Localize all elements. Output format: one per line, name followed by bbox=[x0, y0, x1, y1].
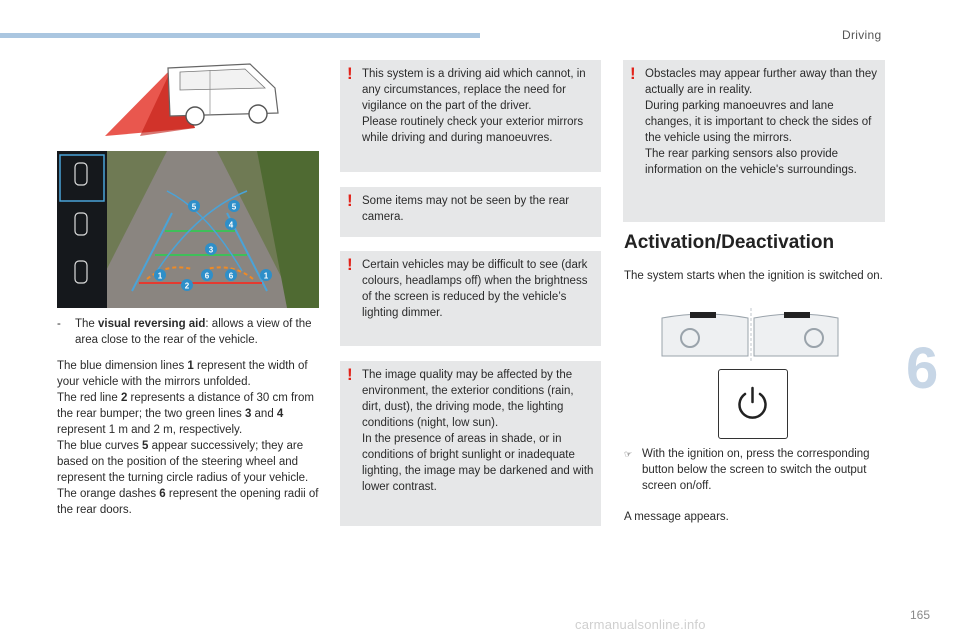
warning-box-image-quality bbox=[340, 361, 601, 526]
marker-label-6: 6 bbox=[228, 271, 234, 281]
warning-icon: ! bbox=[630, 64, 636, 83]
activation-message: A message appears. bbox=[624, 511, 729, 523]
marker-1-left bbox=[154, 269, 166, 281]
marker-3 bbox=[205, 243, 217, 255]
activation-intro: The system starts when the ignition is switched on. bbox=[624, 270, 883, 282]
dashboard-right bbox=[754, 314, 838, 356]
warning-box-driving-aid bbox=[340, 60, 601, 172]
text: appear successively; they are based on the position of the steering wheel and represent the turning circle radius of your vehicle. bbox=[57, 440, 309, 484]
van-wheel-rear bbox=[186, 107, 204, 125]
activation-step bbox=[624, 446, 886, 494]
marker-label-4: 4 bbox=[228, 220, 234, 230]
text: represents a distance of 30 cm from the rear bumper; the two green lines bbox=[57, 392, 314, 420]
warning-text: In the presence of areas in shade, or in conditions of bright sunlight or inadequate lighting, the image may be darkened and with lower contrast. bbox=[362, 433, 594, 493]
view-mode-sidebar bbox=[57, 151, 107, 308]
bullet-bold-term: visual reversing aid bbox=[98, 318, 206, 330]
marker-6-right bbox=[225, 269, 237, 281]
warning-icon: ! bbox=[347, 64, 353, 83]
text: represent 1 m and 2 m, respectively. bbox=[57, 424, 243, 436]
warning-text: The rear parking sensors also provide information on the vehicle's surroundings. bbox=[645, 148, 857, 176]
warning-text: Some items may not be seen by the rear camera. bbox=[362, 195, 570, 223]
warning-icon: ! bbox=[347, 255, 353, 274]
chapter-number: 6 bbox=[906, 336, 939, 401]
warning-text: During parking manoeuvres and lane changes, it is important to check the sides of the vehicle using the mirrors. bbox=[645, 100, 872, 144]
marker-2 bbox=[181, 279, 193, 291]
marker-1-right bbox=[260, 269, 272, 281]
warning-icon: ! bbox=[347, 365, 353, 384]
bullet-prefix: The bbox=[75, 318, 99, 330]
warning-box-rear-camera bbox=[340, 187, 601, 237]
bullet-dash: - bbox=[57, 318, 61, 330]
bullet-text bbox=[57, 316, 319, 348]
warning-text: The image quality may be affected by the environment, the exterior conditions (rain, dirt, dust), the driving mode, the lighting conditions (night, low sun). bbox=[362, 369, 574, 429]
dashboard-left bbox=[662, 314, 748, 356]
watermark: carmanualsonline.info bbox=[575, 617, 706, 632]
para-blue-lines bbox=[57, 358, 327, 390]
marker-label-3: 3 bbox=[208, 245, 214, 255]
pointing-hand-icon: ☞ bbox=[624, 449, 633, 459]
marker-label-5: 5 bbox=[231, 202, 237, 212]
text: The orange dashes bbox=[57, 488, 160, 500]
marker-4 bbox=[225, 218, 237, 230]
screen-left bbox=[690, 312, 716, 318]
ref-number: 3 bbox=[244, 408, 252, 420]
marker-label-2: 2 bbox=[184, 281, 190, 291]
marker-5-right bbox=[228, 200, 240, 212]
marker-label-6: 6 bbox=[204, 271, 210, 281]
marker-label-5: 5 bbox=[191, 202, 197, 212]
para-blue-curves bbox=[57, 438, 327, 486]
para-red-green-lines bbox=[57, 390, 327, 438]
warning-text: Certain vehicles may be difficult to see (dark colours, headlamps off) when the brightness of the screen is reduced by the vehicle’s lighting dimmer. bbox=[362, 259, 588, 319]
marker-label-1: 1 bbox=[157, 271, 163, 281]
text: represent the opening radii of the rear doors. bbox=[57, 488, 319, 516]
text: The red line bbox=[57, 392, 121, 404]
ref-number: 4 bbox=[276, 408, 284, 420]
text: The blue dimension lines bbox=[57, 360, 188, 372]
marker-label-1: 1 bbox=[263, 271, 269, 281]
marker-6-left bbox=[201, 269, 213, 281]
ref-number: 6 bbox=[159, 488, 166, 500]
step-text: With the ignition on, press the corresponding button below the screen to switch the output screen on/off. bbox=[642, 448, 870, 492]
rear-camera-view bbox=[57, 151, 319, 308]
activation-title: Activation/Deactivation bbox=[624, 232, 835, 253]
visual-reversing-aid-bullet bbox=[57, 316, 319, 348]
warning-text: Please routinely check your exterior mirrors while driving and during manoeuvres. bbox=[362, 116, 584, 144]
section-title: Driving bbox=[842, 28, 882, 42]
text: represent the width of your vehicle with the mirrors unfolded. bbox=[57, 360, 308, 388]
ref-number: 5 bbox=[142, 440, 149, 452]
power-icon bbox=[719, 370, 786, 437]
warning-box-obstacles bbox=[623, 60, 885, 222]
screen-power-button bbox=[718, 369, 788, 439]
rear-camera-coverage-illustration bbox=[100, 58, 280, 138]
marker-5-left bbox=[188, 200, 200, 212]
screen-right bbox=[784, 312, 810, 318]
warning-icon: ! bbox=[347, 191, 353, 210]
van-wheel-front bbox=[249, 105, 267, 123]
warning-text: Obstacles may appear further away than they actually are in reality. bbox=[645, 68, 878, 96]
ref-number: 1 bbox=[187, 360, 194, 372]
dashboard-screen-illustration bbox=[660, 308, 840, 363]
text: The blue curves bbox=[57, 440, 143, 452]
page-number: 165 bbox=[910, 608, 931, 622]
header-accent-bar bbox=[0, 33, 480, 38]
text: and bbox=[251, 408, 277, 420]
warning-text: This system is a driving aid which cannot, in any circumstances, replace the need for vigilance on the part of the driver. bbox=[362, 68, 586, 112]
para-orange-dashes bbox=[57, 486, 327, 518]
guideline-descriptions bbox=[57, 358, 327, 518]
warning-box-dark-vehicles bbox=[340, 251, 601, 346]
bullet-rest: : allows a view of the area close to the rear of the vehicle. bbox=[75, 318, 312, 346]
ref-number: 2 bbox=[120, 392, 128, 404]
